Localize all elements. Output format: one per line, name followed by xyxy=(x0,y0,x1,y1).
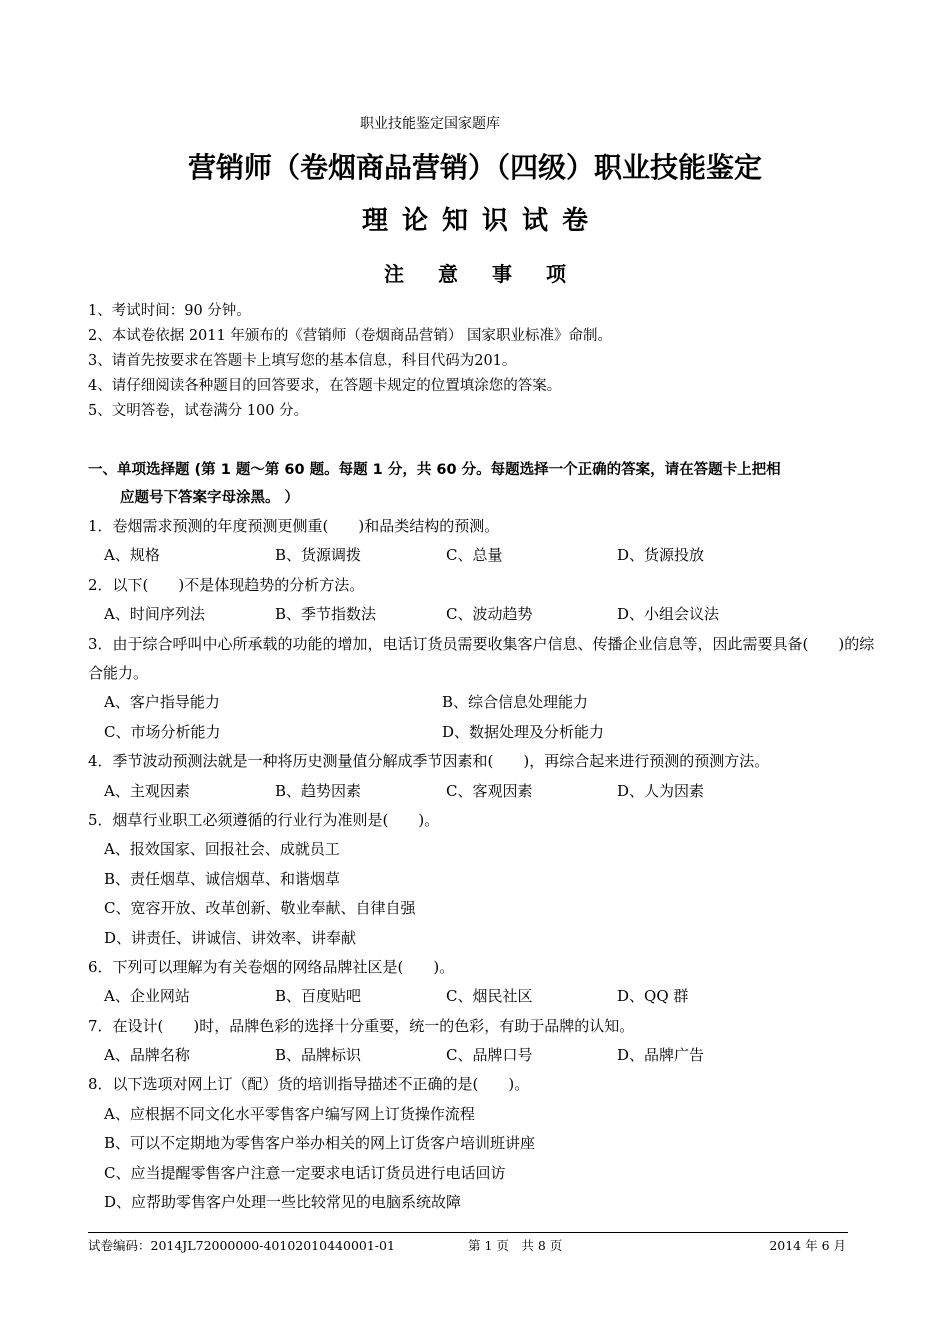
option-b: B、可以不定期地为零售客户举办相关的网上订货客户培训班讲座 xyxy=(104,1134,536,1153)
option-d: D、货源投放 xyxy=(617,546,705,565)
option-a: A、主观因素 xyxy=(104,781,190,800)
question-stem: 7．在设计( )时，品牌色彩的选择十分重要，统一的色彩，有助于品牌的认知。 xyxy=(88,1016,635,1035)
option-a: A、报效国家、回报社会、成就员工 xyxy=(104,840,340,859)
option-b: B、百度贴吧 xyxy=(275,987,362,1006)
page-title: 营销师（卷烟商品营销）（四级）职业技能鉴定 xyxy=(187,151,762,184)
question-stem: 8．以下选项对网上订（配）货的培训指导描述不正确的是( )。 xyxy=(88,1075,530,1094)
option-b: B、综合信息处理能力 xyxy=(442,693,589,712)
question-stem: 4．季节波动预测法就是一种将历史测量值分解成季节因素和( )，再综合起来进行预测的预测方法。 xyxy=(88,752,770,771)
option-b: B、货源调拨 xyxy=(275,546,362,565)
option-c: C、市场分析能力 xyxy=(104,722,221,741)
question-1 xyxy=(88,512,888,571)
option-c: C、波动趋势 xyxy=(446,605,533,624)
page-subtitle: 理论知识试卷 xyxy=(361,206,602,236)
notice-item: 5、文明答卷，试卷满分 100 分。 xyxy=(88,403,309,419)
page-number: 第 1 页 共 8 页 xyxy=(468,1238,563,1253)
option-a: A、应根据不同文化水平零售客户编写网上订货操作流程 xyxy=(104,1104,475,1123)
page-footer xyxy=(88,1236,848,1256)
option-b: B、责任烟草、诚信烟草、和谐烟草 xyxy=(104,869,341,888)
question-7 xyxy=(88,1012,888,1071)
question-stem: 5．烟草行业职工必须遵循的行业行为准则是( )。 xyxy=(88,810,440,829)
option-c: C、品牌口号 xyxy=(446,1046,533,1065)
section-heading xyxy=(88,456,888,512)
option-c: C、烟民社区 xyxy=(446,987,533,1006)
footer-divider xyxy=(88,1232,848,1233)
option-c: C、客观因素 xyxy=(446,781,533,800)
question-stem: 6．下列可以理解为有关卷烟的网络品牌社区是( )。 xyxy=(88,957,455,976)
notice-list xyxy=(88,299,888,424)
question-options xyxy=(88,718,888,747)
option-d: D、QQ 群 xyxy=(617,987,689,1006)
notice-item: 1、考试时间：90 分钟。 xyxy=(88,303,251,319)
notice-heading: 注意事项 xyxy=(384,262,600,286)
question-options xyxy=(88,1041,888,1070)
notice-item: 3、请首先按要求在答题卡上填写您的基本信息，科目代码为201。 xyxy=(88,353,517,369)
option-d: D、数据处理及分析能力 xyxy=(442,722,605,741)
question-stem: 3．由于综合呼叫中心所承载的功能的增加，电话订货员需要收集客户信息、传播企业信息等，因此需要具备( )的综合能力。 xyxy=(88,634,875,682)
option-a: A、客户指导能力 xyxy=(104,693,220,712)
question-stem: 1．卷烟需求预测的年度预测更侧重( )和品类结构的预测。 xyxy=(88,517,500,535)
question-2 xyxy=(88,571,888,630)
question-options xyxy=(88,541,888,570)
option-b: B、季节指数法 xyxy=(275,605,377,624)
notice-item: 2、本试卷依据 2011 年颁布的《营销师（卷烟商品营销） 国家职业标准》命制。 xyxy=(88,328,612,344)
option-c: C、总量 xyxy=(446,546,503,565)
option-d: D、小组会议法 xyxy=(617,605,720,624)
question-3 xyxy=(88,630,888,748)
section-heading-line: 一、单项选择题 (第 1 题～第 60 题。每题 1 分，共 60 分。每题选择一个正确的答案，请在答题卡上把相 xyxy=(88,462,781,478)
option-b: B、品牌标识 xyxy=(275,1046,362,1065)
question-options xyxy=(88,982,888,1011)
question-6 xyxy=(88,953,888,1012)
question-4 xyxy=(88,747,888,806)
option-b: B、趋势因素 xyxy=(275,781,362,800)
exam-code: 试卷编码：2014JL72000000-40102010440001-01 xyxy=(88,1238,395,1253)
header-label: 职业技能鉴定国家题库 xyxy=(360,116,500,132)
option-a: A、时间序列法 xyxy=(104,605,205,624)
question-options xyxy=(88,688,888,717)
option-d: D、人为因素 xyxy=(617,781,705,800)
option-c: C、宽容开放、改革创新、敬业奉献、自律自强 xyxy=(104,899,416,918)
question-8 xyxy=(88,1070,888,1217)
option-c: C、应当提醒零售客户注意一定要求电话订货员进行电话回访 xyxy=(104,1163,506,1182)
question-list xyxy=(88,512,888,1217)
question-options xyxy=(88,777,888,806)
option-a: A、规格 xyxy=(104,546,160,565)
option-a: A、品牌名称 xyxy=(104,1046,190,1065)
exam-date: 2014 年 6 月 xyxy=(769,1238,846,1253)
section-heading-line: 应题号下答案字母涂黑。 ） xyxy=(120,490,300,506)
option-d: D、品牌广告 xyxy=(617,1046,705,1065)
question-5 xyxy=(88,806,888,953)
option-d: D、应帮助零售客户处理一些比较常见的电脑系统故障 xyxy=(104,1193,462,1212)
notice-item: 4、请仔细阅读各种题目的回答要求，在答题卡规定的位置填涂您的答案。 xyxy=(88,378,562,394)
option-a: A、企业网站 xyxy=(104,987,190,1006)
question-stem: 2．以下( )不是体现趋势的分析方法。 xyxy=(88,575,365,594)
question-options xyxy=(88,600,888,629)
option-d: D、讲责任、讲诚信、讲效率、讲奉献 xyxy=(104,928,357,947)
